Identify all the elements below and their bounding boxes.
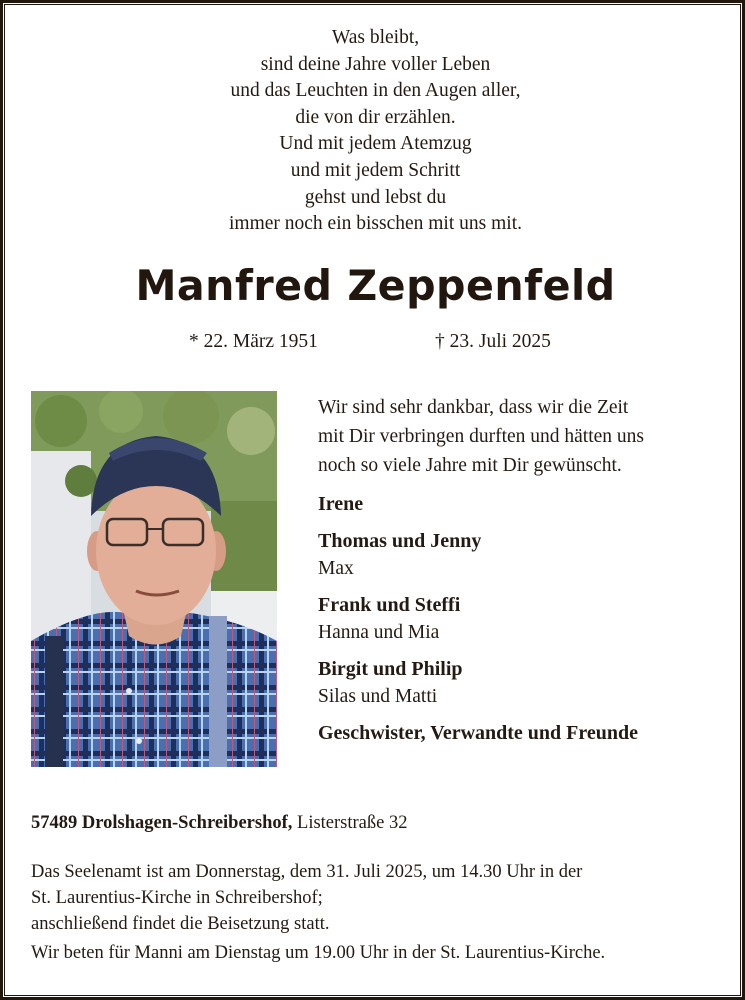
family-member: Geschwister, Verwandte und Freunde <box>318 722 639 744</box>
family-member: Frank und Steffi <box>318 594 461 616</box>
poem-line: und mit jedem Schritt <box>290 159 461 181</box>
family-children: Hanna und Mia <box>318 622 440 643</box>
family-children: Silas und Matti <box>318 686 438 707</box>
poem-line: und das Leuchten in den Augen aller, <box>230 80 521 102</box>
thanks-text <box>318 393 728 480</box>
service-line: anschließend findet die Beisetzung statt. <box>31 914 330 934</box>
family-group <box>318 655 728 710</box>
poem-line: die von dir erzählen. <box>295 106 456 128</box>
death-date: † 23. Juli 2025 <box>435 331 551 352</box>
portrait-photo <box>31 391 277 767</box>
family-children: Max <box>318 558 354 579</box>
service-line: St. Laurentius-Kirche in Schreibershof; <box>31 888 323 908</box>
address-city: 57489 Drolshagen-Schreibershof, <box>31 813 293 833</box>
service-info <box>31 859 582 937</box>
prayer-info: Wir beten für Manni am Dienstag um 19.00 Uhr in der St. Laurentius-Kirche. <box>31 943 606 963</box>
poem-line: gehst und lebst du <box>304 186 447 208</box>
poem-line: immer noch ein bisschen mit uns mit. <box>228 213 522 235</box>
poem-line: Was bleibt, <box>331 27 420 48</box>
thanks-line: mit Dir verbringen durften und hätten uns <box>318 426 645 447</box>
family-member: Thomas und Jenny <box>318 530 482 552</box>
family-group <box>318 591 728 646</box>
address-street: Listerstraße 32 <box>292 813 408 833</box>
family-column <box>318 393 728 756</box>
poem-line: Und mit jedem Atemzug <box>279 133 472 155</box>
family-member: Birgit und Philip <box>318 658 463 680</box>
family-group <box>318 490 728 518</box>
family-group <box>318 527 728 582</box>
family-group <box>318 719 728 747</box>
birth-date: * 22. März 1951 <box>189 331 318 352</box>
poem-line: sind deine Jahre voller Leben <box>260 53 491 75</box>
poem <box>3 25 745 238</box>
service-line: Das Seelenamt ist am Donnerstag, dem 31. Juli 2025, um 14.30 Uhr in der <box>31 862 583 882</box>
family-member: Irene <box>318 493 364 515</box>
thanks-line: noch so viele Jahre mit Dir gewünscht. <box>318 455 622 476</box>
family-list <box>318 490 728 747</box>
address <box>31 813 407 834</box>
thanks-line: Wir sind sehr dankbar, dass wir die Zeit <box>318 397 629 418</box>
deceased-name: Manfred Zeppenfeld <box>135 261 616 310</box>
